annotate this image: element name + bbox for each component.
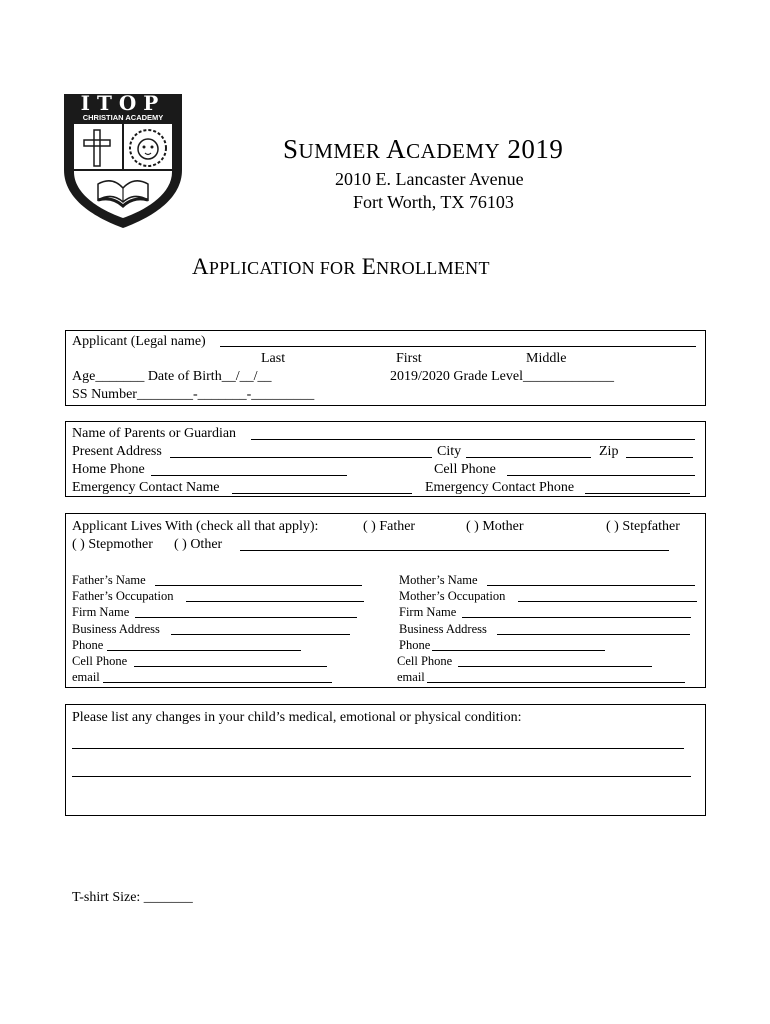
mother-email-field[interactable] [427,682,685,683]
parents-name-field[interactable] [251,439,695,440]
father-checkbox[interactable]: ( ) Father [363,519,416,534]
zip-label: Zip [599,444,619,459]
legal-name-label: Applicant (Legal name) [72,334,206,349]
logo-name: ITOP [80,91,166,115]
father-business-address-label: Business Address [72,622,160,636]
medical-label: Please list any changes in your child’s medical, emotional or physical condition: [72,710,522,725]
mother-occupation-field[interactable] [518,601,697,602]
ss-number-field[interactable]: SS Number________-_______-_________ [72,387,315,402]
father-phone-field[interactable] [107,650,301,651]
city-field[interactable] [466,457,591,458]
father-firm-label: Firm Name [72,605,130,619]
mother-email-label: email [397,670,425,684]
father-name-field[interactable] [155,585,362,586]
mother-phone-label: Phone [399,638,431,652]
mother-business-address-field[interactable] [497,634,690,635]
father-name-label: Father’s Name [72,573,146,587]
grade-level-field[interactable]: 2019/2020 Grade Level_____________ [390,369,614,384]
other-checkbox[interactable]: ( ) Other [174,537,223,552]
address-line-1: 2010 E. Lancaster Avenue [335,169,524,189]
form-subtitle: APPLICATION FOR ENROLLMENT [192,254,490,279]
lives-with-label: Applicant Lives With (check all that apply): [72,519,319,534]
emergency-phone-label: Emergency Contact Phone [425,480,575,495]
age-dob-field[interactable]: Age_______ Date of Birth__/__/__ [72,369,272,384]
mother-cell-field[interactable] [458,666,652,667]
medical-line-1[interactable] [72,748,684,749]
address-line-2: Fort Worth, TX 76103 [353,192,514,212]
father-occupation-field[interactable] [186,601,364,602]
mother-firm-label: Firm Name [399,605,457,619]
mother-occupation-label: Mother’s Occupation [399,589,506,603]
mother-phone-field[interactable] [432,650,605,651]
present-address-label: Present Address [72,444,162,459]
emergency-name-field[interactable] [232,493,412,494]
father-email-label: email [72,670,100,684]
cell-phone-field[interactable] [507,475,695,476]
mother-checkbox[interactable]: ( ) Mother [466,519,524,534]
home-phone-label: Home Phone [72,462,145,477]
other-field[interactable] [240,550,669,551]
city-label: City [437,444,462,459]
tshirt-size-field[interactable]: T-shirt Size: _______ [72,890,193,905]
parents-name-label: Name of Parents or Guardian [72,426,237,441]
father-cell-field[interactable] [134,666,327,667]
mother-name-field[interactable] [487,585,695,586]
middle-label: Middle [526,351,567,366]
present-address-field[interactable] [170,457,432,458]
father-business-address-field[interactable] [171,634,350,635]
last-label: Last [261,351,286,366]
stepfather-checkbox[interactable]: ( ) Stepfather [606,519,680,534]
mother-name-label: Mother’s Name [399,573,478,587]
father-cell-label: Cell Phone [72,654,128,668]
emergency-name-label: Emergency Contact Name [72,480,220,495]
first-label: First [396,351,422,366]
mother-cell-label: Cell Phone [397,654,453,668]
mother-firm-field[interactable] [462,617,691,618]
father-occupation-label: Father’s Occupation [72,589,174,603]
logo-subname: CHRISTIAN ACADEMY [82,113,164,122]
zip-field[interactable] [626,457,693,458]
page-title: SUMMER ACADEMY 2019 [283,134,564,164]
father-firm-field[interactable] [135,617,357,618]
emergency-phone-field[interactable] [585,493,690,494]
father-email-field[interactable] [103,682,332,683]
father-phone-label: Phone [72,638,104,652]
stepmother-checkbox[interactable]: ( ) Stepmother [72,537,153,552]
mother-business-address-label: Business Address [399,622,487,636]
cell-phone-label: Cell Phone [434,462,496,477]
legal-name-field[interactable] [220,346,696,347]
home-phone-field[interactable] [151,475,347,476]
medical-line-2[interactable] [72,776,691,777]
